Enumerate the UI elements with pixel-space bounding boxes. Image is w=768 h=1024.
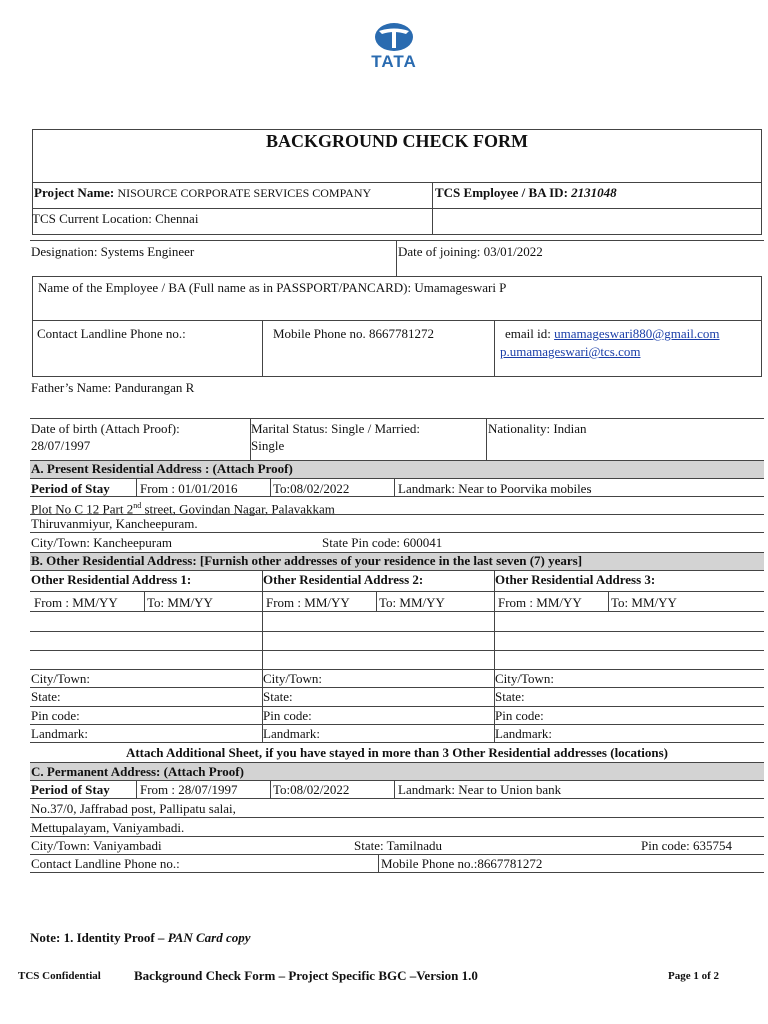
section-c-pin: Pin code: 635754 — [641, 838, 732, 853]
nationality: Nationality: Indian — [488, 421, 587, 436]
section-a-address-line-1-rest: street, Govindan Nagar, Palavakkam — [141, 501, 335, 517]
other-address-2-landmark: Landmark: — [263, 726, 321, 741]
section-a-address-line-2: Thiruvanmiyur, Kancheepuram. — [31, 516, 198, 531]
dob-label: Date of birth (Attach Proof): — [31, 421, 180, 436]
section-c-landmark: Landmark: Near to Union bank — [398, 782, 562, 797]
project-name-field — [34, 185, 371, 201]
other-address-3-landmark: Landmark: — [495, 726, 553, 741]
current-location: TCS Current Location: Chennai — [32, 211, 199, 226]
section-b-heading: B. Other Residential Address: [Furnish other addresses of your residence in the last seven (7) years] — [31, 553, 583, 568]
project-name-label: Project Name: — [34, 185, 115, 200]
form-title: BACKGROUND CHECK FORM — [266, 131, 528, 151]
section-c-city: City/Town: Vaniyambadi — [31, 838, 162, 853]
email-link-work[interactable]: p.umamageswari@tcs.com — [500, 344, 641, 359]
other-address-1-from: From : MM/YY — [34, 595, 118, 610]
other-address-1-landmark: Landmark: — [31, 726, 89, 741]
date-of-joining: Date of joining: 03/01/2022 — [398, 244, 543, 259]
other-address-1-state: State: — [31, 689, 61, 704]
section-c-address-line-1: No.37/0, Jaffrabad post, Pallipatu salai, — [31, 801, 236, 816]
employee-id-field — [435, 185, 617, 200]
employee-id-label: TCS Employee / BA ID: — [435, 185, 568, 200]
marital-status-label: Marital Status: Single / Married: — [251, 421, 420, 436]
email-link-personal[interactable]: umamageswari880@gmail.com — [554, 326, 720, 341]
attach-additional-sheet-note: Attach Additional Sheet, if you have stayed in more than 3 Other Residential addresses (locations) — [125, 745, 669, 760]
footer-confidential: TCS Confidential — [18, 970, 101, 982]
other-address-3-to: To: MM/YY — [611, 595, 677, 610]
email-label: email id: — [505, 326, 551, 341]
section-a-period-label: Period of Stay — [31, 481, 110, 496]
marital-status-value: Single — [251, 438, 285, 453]
identity-proof-note-prefix: Note: 1. Identity Proof – — [30, 930, 168, 945]
tata-emblem-icon — [362, 22, 426, 52]
other-address-3-city: City/Town: — [495, 671, 555, 686]
other-address-1-title: Other Residential Address 1: — [31, 572, 192, 587]
section-c-period-label: Period of Stay — [31, 782, 110, 797]
section-c-mobile: Mobile Phone no.:8667781272 — [381, 856, 543, 871]
employee-name: Name of the Employee / BA (Full name as in PASSPORT/PANCARD): Umamageswari P — [38, 280, 507, 295]
section-a-address-line-1-main: Plot No C 12 Part 2 — [31, 501, 134, 517]
other-address-1-city: City/Town: — [31, 671, 91, 686]
other-address-2-to: To: MM/YY — [379, 595, 445, 610]
section-a-address-line-1-sup: nd — [133, 501, 142, 510]
designation: Designation: Systems Engineer — [31, 244, 195, 259]
section-a-heading: A. Present Residential Address : (Attach Proof) — [31, 461, 293, 476]
other-address-2-city: City/Town: — [263, 671, 323, 686]
section-c-heading: C. Permanent Address: (Attach Proof) — [31, 764, 244, 779]
father-name: Father’s Name: Pandurangan R — [31, 380, 195, 395]
dob-value: 28/07/1997 — [31, 438, 91, 453]
other-address-3-from: From : MM/YY — [498, 595, 582, 610]
employee-id-value: 2131048 — [571, 185, 617, 200]
footer-doc-title: Background Check Form – Project Specific BGC –Version 1.0 — [134, 968, 478, 983]
other-address-3-title: Other Residential Address 3: — [495, 572, 656, 587]
section-c-to: To:08/02/2022 — [273, 782, 350, 797]
section-a-city: City/Town: Kancheepuram — [31, 535, 172, 550]
section-a-from: From : 01/01/2016 — [140, 481, 238, 496]
other-address-2-state: State: — [263, 689, 293, 704]
other-address-2-title: Other Residential Address 2: — [263, 572, 424, 587]
identity-proof-note — [30, 930, 251, 945]
identity-proof-note-value: PAN Card copy — [167, 930, 251, 945]
landline-phone: Contact Landline Phone no.: — [37, 326, 186, 341]
other-address-1-pin: Pin code: — [31, 708, 80, 723]
tata-logo — [362, 22, 426, 74]
section-a-to: To:08/02/2022 — [273, 481, 350, 496]
tata-wordmark: TATA — [371, 52, 417, 71]
other-address-2-pin: Pin code: — [263, 708, 312, 723]
section-c-state: State: Tamilnadu — [354, 838, 443, 853]
section-c-address-line-2: Mettupalayam, Vaniyambadi. — [31, 820, 185, 835]
project-name-value: NISOURCE CORPORATE SERVICES COMPANY — [117, 186, 372, 200]
other-address-3-state: State: — [495, 689, 525, 704]
section-c-from: From : 28/07/1997 — [140, 782, 238, 797]
other-address-2-from: From : MM/YY — [266, 595, 350, 610]
mobile-phone: Mobile Phone no. 8667781272 — [273, 326, 435, 341]
email-field — [505, 326, 720, 341]
other-address-3-pin: Pin code: — [495, 708, 544, 723]
other-address-1-to: To: MM/YY — [147, 595, 213, 610]
footer-page-number: Page 1 of 2 — [668, 970, 720, 982]
section-a-landmark: Landmark: Near to Poorvika mobiles — [398, 481, 592, 496]
section-c-landline: Contact Landline Phone no.: — [31, 856, 180, 871]
section-a-state-pin: State Pin code: 600041 — [322, 535, 443, 550]
